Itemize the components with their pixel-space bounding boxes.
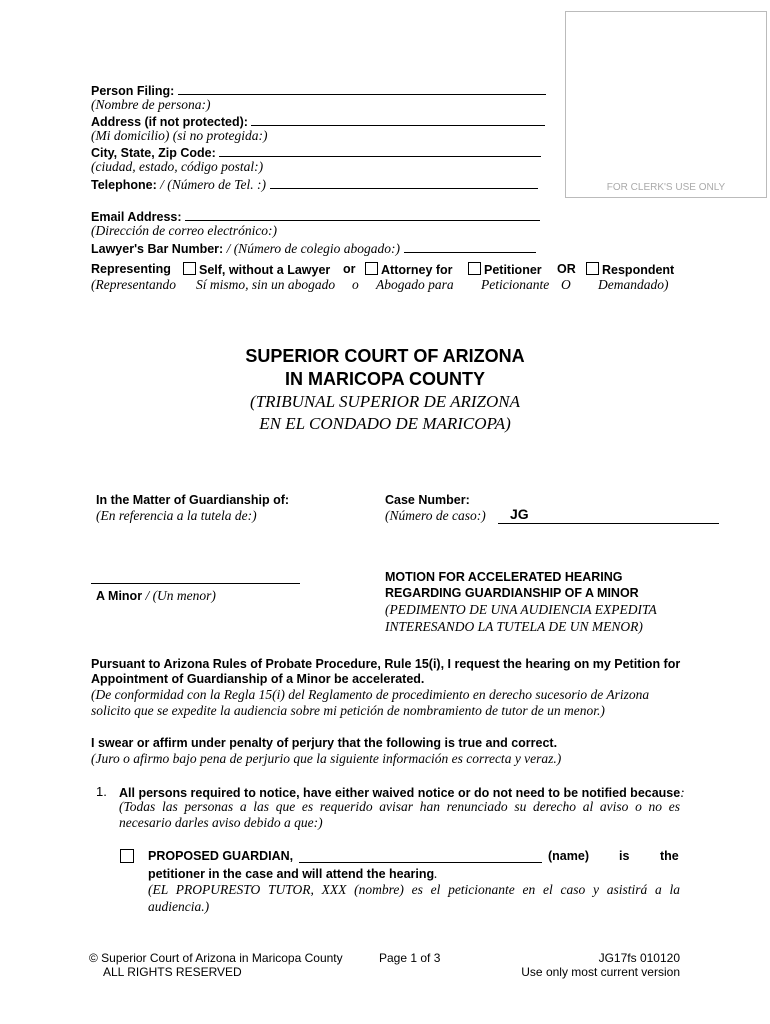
bar-number-label: Lawyer's Bar Number: [91, 242, 224, 256]
minor-row [96, 587, 216, 605]
respondent-checkbox[interactable] [586, 262, 599, 275]
city-label: City, State, Zip Code: [91, 146, 216, 160]
clerk-use-label: FOR CLERK'S USE ONLY [606, 182, 726, 193]
petitioner-es: Peticionante [481, 277, 550, 292]
motion-title-es-1: (PEDIMENTO DE UNA AUDIENCIA EXPEDITA [385, 602, 657, 617]
proposed-guardian-label: PROPOSED GUARDIAN, [148, 849, 294, 863]
swear-en: I swear or affirm under penalty of perjury that the following is true and correct. [91, 736, 558, 750]
representing-es: (Representando [91, 277, 176, 292]
person-filing-es: (Nombre de persona:) [91, 97, 211, 112]
court-title-es-2: EN EL CONDADO DE MARICOPA) [259, 414, 511, 433]
court-title-1: SUPERIOR COURT OF ARIZONA [245, 346, 525, 366]
self-option[interactable]: Self, without a Lawyer [183, 262, 330, 277]
case-number-es: (Número de caso:) [385, 508, 486, 523]
pursuant-en-2: Appointment of Guardianship of a Minor be accelerated. [91, 672, 425, 686]
respondent-es: Demandado) [598, 277, 669, 292]
person-filing-label: Person Filing: [91, 84, 175, 98]
pursuant-es-1: (De conformidad con la Regla 15(i) del Reglamento de procedimiento en derecho sucesorio de Arizona [91, 687, 650, 702]
address-field[interactable] [251, 113, 545, 126]
court-title-es-1: (TRIBUNAL SUPERIOR DE ARIZONA [250, 392, 520, 411]
bar-number-row [91, 240, 536, 258]
matter-label: In the Matter of Guardianship of: [96, 493, 290, 507]
city-es: (ciudad, estado, código postal:) [91, 159, 264, 174]
or-label: or [343, 262, 356, 276]
item-1-es-2: necesario darles aviso debido a que:) [119, 815, 323, 830]
telephone-es: / (Número de Tel. :) [156, 177, 266, 192]
address-es: (Mi domicilio) (si no protegida:) [91, 128, 268, 143]
telephone-field[interactable] [270, 176, 538, 189]
telephone-label: Telephone: [91, 178, 157, 192]
guardian-es-1: (EL PROPURESTO TUTOR, XXX (nombre) es el peticionante en el caso y asistirá a la [148, 882, 680, 897]
email-field[interactable] [185, 208, 540, 221]
email-label: Email Address: [91, 210, 182, 224]
case-number-label: Case Number: [385, 493, 470, 507]
motion-title-1: MOTION FOR ACCELERATED HEARING [385, 570, 623, 584]
minor-label: A Minor [96, 589, 143, 603]
item-1-en: All persons required to notice, have either waived notice or do not need to be notified because: [119, 785, 685, 800]
case-number-field[interactable] [498, 506, 719, 524]
pursuant-en-1: Pursuant to Arizona Rules of Probate Procedure, Rule 15(i), I request the hearing on my Petition for [91, 657, 681, 671]
self-es: Sí mismo, sin un abogado [196, 277, 336, 292]
item-1-es-1: (Todas las personas a las que es requerido avisar han renunciado su derecho al aviso o no es [119, 799, 680, 814]
minor-es: / (Un menor) [142, 588, 216, 603]
court-title-2: IN MARICOPA COUNTY [285, 369, 485, 389]
representing-label: Representing [91, 262, 171, 276]
guardian-line-2: petitioner in the case and will attend the hearing. [148, 866, 438, 881]
case-number-prefix: JG [510, 506, 529, 522]
guardian-es-2: audiencia.) [148, 899, 210, 914]
clerk-use-box [565, 11, 767, 198]
swear-es: (Juro o afirmo bajo pena de perjurio que la siguiente información es correcta y veraz.) [91, 751, 562, 766]
or-es: o [352, 277, 359, 292]
footer-note: Use only most current version [521, 965, 680, 979]
guardian-is: is [619, 849, 630, 863]
matter-es: (En referencia a la tutela de:) [96, 508, 257, 523]
attorney-option[interactable]: Attorney for [365, 262, 453, 277]
item-1-number: 1. [96, 784, 107, 799]
footer-form-code: JG17fs 010120 [598, 951, 680, 965]
petitioner-option[interactable]: Petitioner [468, 262, 542, 277]
guardian-name-label: (name) [548, 849, 589, 863]
attorney-checkbox[interactable] [365, 262, 378, 275]
footer-rights: ALL RIGHTS RESERVED [103, 965, 242, 979]
person-filing-row [91, 82, 546, 98]
self-checkbox[interactable] [183, 262, 196, 275]
guardian-the: the [660, 849, 679, 863]
address-row [91, 113, 545, 129]
proposed-guardian-checkbox[interactable] [120, 849, 134, 863]
petitioner-checkbox[interactable] [468, 262, 481, 275]
city-row [91, 144, 541, 160]
pursuant-es-2: solicito que se expedite la audiencia sobre mi petición de nombramiento de tutor de un menor.) [91, 703, 605, 718]
or-label-2: OR [557, 262, 576, 276]
proposed-guardian-name-field[interactable] [299, 862, 542, 863]
attorney-es: Abogado para [376, 277, 454, 292]
motion-title-es-2: INTERESANDO LA TUTELA DE UN MENOR) [385, 619, 643, 634]
email-es: (Dirección de correo electrónico:) [91, 223, 278, 238]
bar-number-es: / (Número de colegio abogado:) [223, 241, 401, 256]
address-label: Address (if not protected): [91, 115, 248, 129]
footer-copyright: © Superior Court of Arizona in Maricopa County [89, 951, 343, 965]
or-es-2: O [561, 277, 571, 292]
bar-number-field[interactable] [404, 240, 536, 253]
minor-name-field[interactable] [91, 583, 300, 584]
respondent-option[interactable]: Respondent [586, 262, 674, 277]
footer-page: Page 1 of 3 [379, 951, 441, 965]
motion-title-2: REGARDING GUARDIANSHIP OF A MINOR [385, 586, 639, 600]
email-row [91, 208, 540, 224]
person-filing-field[interactable] [178, 82, 546, 95]
city-field[interactable] [219, 144, 541, 157]
telephone-row [91, 176, 538, 194]
